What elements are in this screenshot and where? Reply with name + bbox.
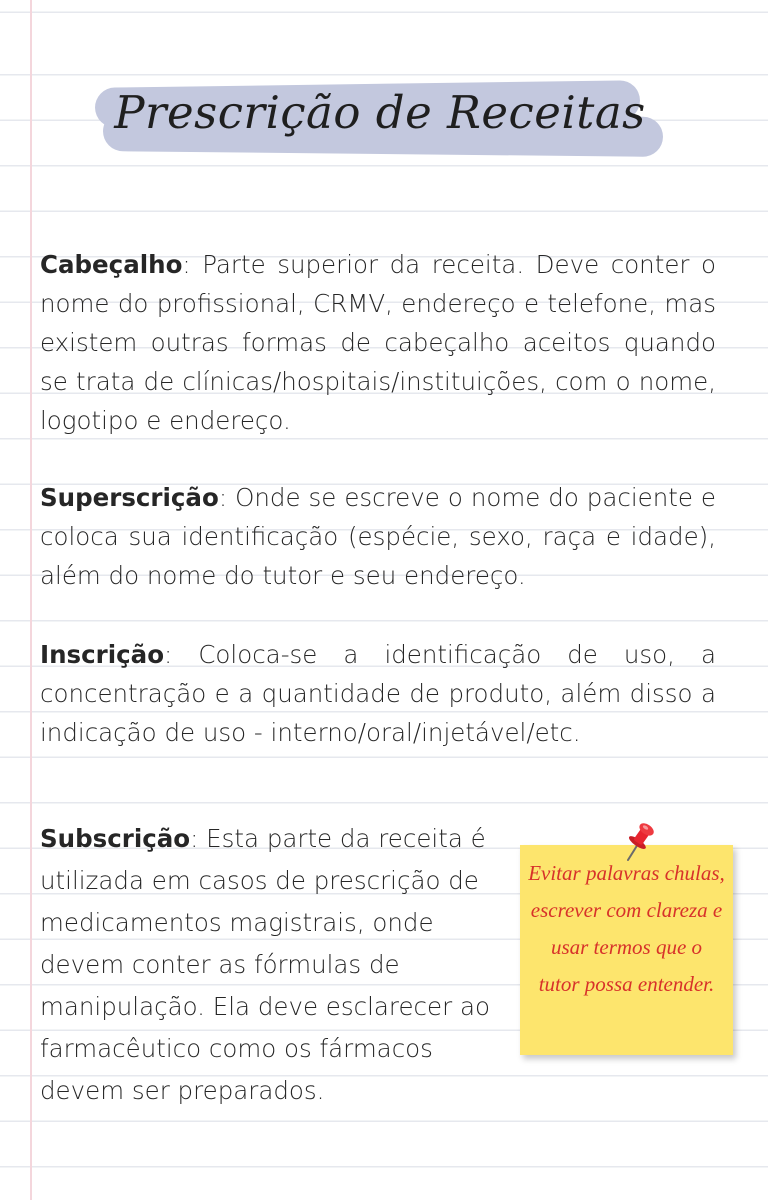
page-title: Prescrição de Receitas: [114, 86, 646, 139]
title-block: [95, 78, 665, 158]
sticky-note-text: Evitar palavras chulas, escrever com clareza e usar termos que o tutor possa entender.: [528, 861, 725, 996]
section-term: Cabeçalho: [40, 250, 183, 279]
section-term: Superscrição: [40, 483, 219, 512]
section-text: Esta parte da receita é utilizada em casos de prescrição de medicamentos magistrais, onde devem conter as fórmulas de manipulação. Ela deve esclarecer ao farmacêutico como os fármacos devem ser preparados.: [40, 824, 490, 1105]
section-text: Onde se escreve o nome do paciente e coloca sua identificação (espécie, sexo, raça e idade), além do nome do tutor e seu endereço.: [40, 483, 716, 590]
section-text: Parte superior da receita. Deve conter o nome do profissional, CRMV, endereço e telefone, mas existem outras formas de cabeçalho aceitos quando se trata de clínicas/hospitais/instituições, com o nome, logotipo e endereço.: [40, 250, 716, 435]
section-subscricao: Subscrição: Esta parte da receita é utilizada em casos de prescrição de medicamentos magistrais, onde devem conter as fórmulas de manipulação. Ela deve esclarecer ao farmacêutico como os fármacos devem ser preparados.: [40, 824, 490, 1105]
section-cabecalho: Cabeçalho: Parte superior da receita. Deve conter o nome do profissional, CRMV, endereço e telefone, mas existem outras formas de cabeçalho aceitos quando se trata de clínicas/hospitais/instituições, com o nome, logotipo e endereço.: [40, 250, 716, 435]
section-term: Subscrição: [40, 824, 191, 853]
notebook-margin-line: [30, 0, 32, 1200]
section-superscricao: Superscrição: Onde se escreve o nome do paciente e coloca sua identificação (espécie, sexo, raça e idade), além do nome do tutor e seu endereço.: [40, 483, 716, 590]
section-text: Coloca-se a identificação de uso, a concentração e a quantidade de produto, além disso a indicação de uso - interno/oral/injetável/etc.: [40, 640, 716, 747]
section-term: Inscrição: [40, 640, 165, 669]
section-inscricao: Inscrição: Coloca-se a identificação de uso, a concentração e a quantidade de produto, além disso a indicação de uso - interno/oral/injetável/etc.: [40, 640, 716, 747]
push-pin-icon: [618, 820, 658, 864]
sticky-note: [520, 845, 733, 1055]
